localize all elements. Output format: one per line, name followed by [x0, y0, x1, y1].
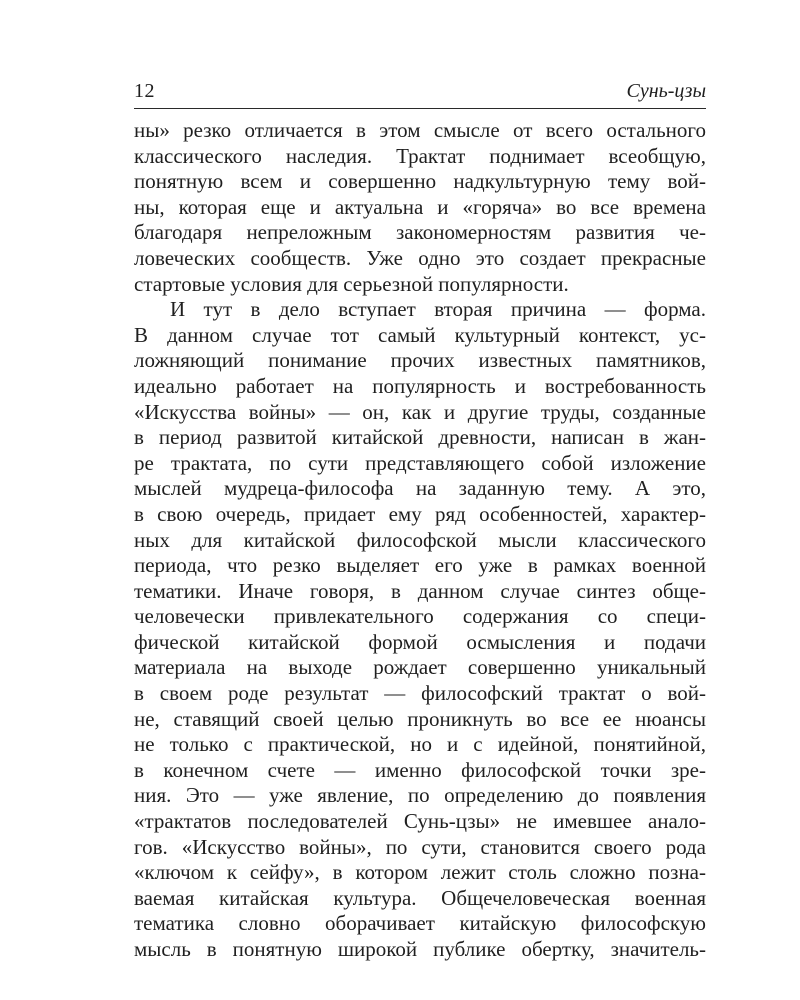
text-line: ложняющий понимание прочих известных памятников,: [134, 348, 706, 373]
header-rule: [134, 108, 706, 109]
text-line: гов. «Искусство войны», по сути, становится своего рода: [134, 834, 706, 859]
text-line: не, ставящий своей целью проникнуть во все ее нюансы: [134, 706, 706, 731]
text-line: ния. Это — уже явление, по определению до появления: [134, 783, 706, 808]
text-line: в период развитой китайской древности, написан в жан-: [134, 425, 706, 450]
paragraph: [134, 118, 706, 297]
text-line: ны» резко отличается в этом смысле от всего остального: [134, 118, 706, 142]
text-line: ре трактата, по сути представляющего собой изложение: [134, 450, 706, 475]
text-line: В данном случае тот самый культурный контекст, ус-: [134, 322, 706, 347]
text-line: стартовые условия для серьезной популярности.: [134, 271, 569, 296]
running-title: Сунь-цзы: [626, 80, 706, 102]
text-line: «ключом к сейфу», в котором лежит столь сложно позна-: [134, 860, 706, 885]
page-number: 12: [134, 80, 155, 102]
text-line: И тут в дело вступает вторая причина — форма.: [170, 297, 706, 322]
text-line: классического наследия. Трактат поднимает всеобщую,: [134, 143, 706, 168]
body-text: [134, 118, 706, 963]
text-line: фической китайской формой осмысления и подачи: [134, 629, 706, 654]
text-line: мыслей мудреца-философа на заданную тему. А это,: [134, 476, 706, 501]
paragraph: [134, 297, 706, 962]
text-line: материала на выходе рождает совершенно уникальный: [134, 655, 706, 680]
text-line: ловеческих сообществ. Уже одно это создает прекрасные: [134, 245, 706, 270]
text-line: в свою очередь, придает ему ряд особенностей, характер-: [134, 501, 706, 526]
text-line: человечески привлекательного содержания со специ-: [134, 604, 706, 629]
text-line: тематики. Иначе говоря, в данном случае синтез обще-: [134, 578, 706, 603]
text-line: благодаря непреложным закономерностям развития че-: [134, 220, 706, 245]
text-line: не только с практической, но и с идейной, понятийной,: [134, 732, 706, 757]
text-line: мысль в понятную широкой публике обертку, значитель-: [134, 937, 706, 961]
text-line: «трактатов последователей Сунь-цзы» не имевшее анало-: [134, 809, 706, 834]
text-line: в конечном счете — именно философской точки зре-: [134, 757, 706, 782]
text-line: идеально работает на популярность и востребованность: [134, 373, 706, 398]
text-line: ваемая китайская культура. Общечеловеческая военная: [134, 885, 706, 910]
text-line: периода, что резко выделяет его уже в рамках военной: [134, 553, 706, 578]
text-line: «Искусства войны» — он, как и другие труды, созданные: [134, 399, 706, 424]
text-line: в своем роде результат — философский трактат о вой-: [134, 681, 706, 706]
text-line: ны, которая еще и актуальна и «горяча» во все времена: [134, 194, 706, 219]
text-line: ных для китайской философской мысли классического: [134, 527, 706, 552]
text-line: тематика словно оборачивает китайскую философскую: [134, 911, 706, 936]
running-head: [134, 78, 706, 104]
text-line: понятную всем и совершенно надкультурную тему вой-: [134, 169, 706, 194]
